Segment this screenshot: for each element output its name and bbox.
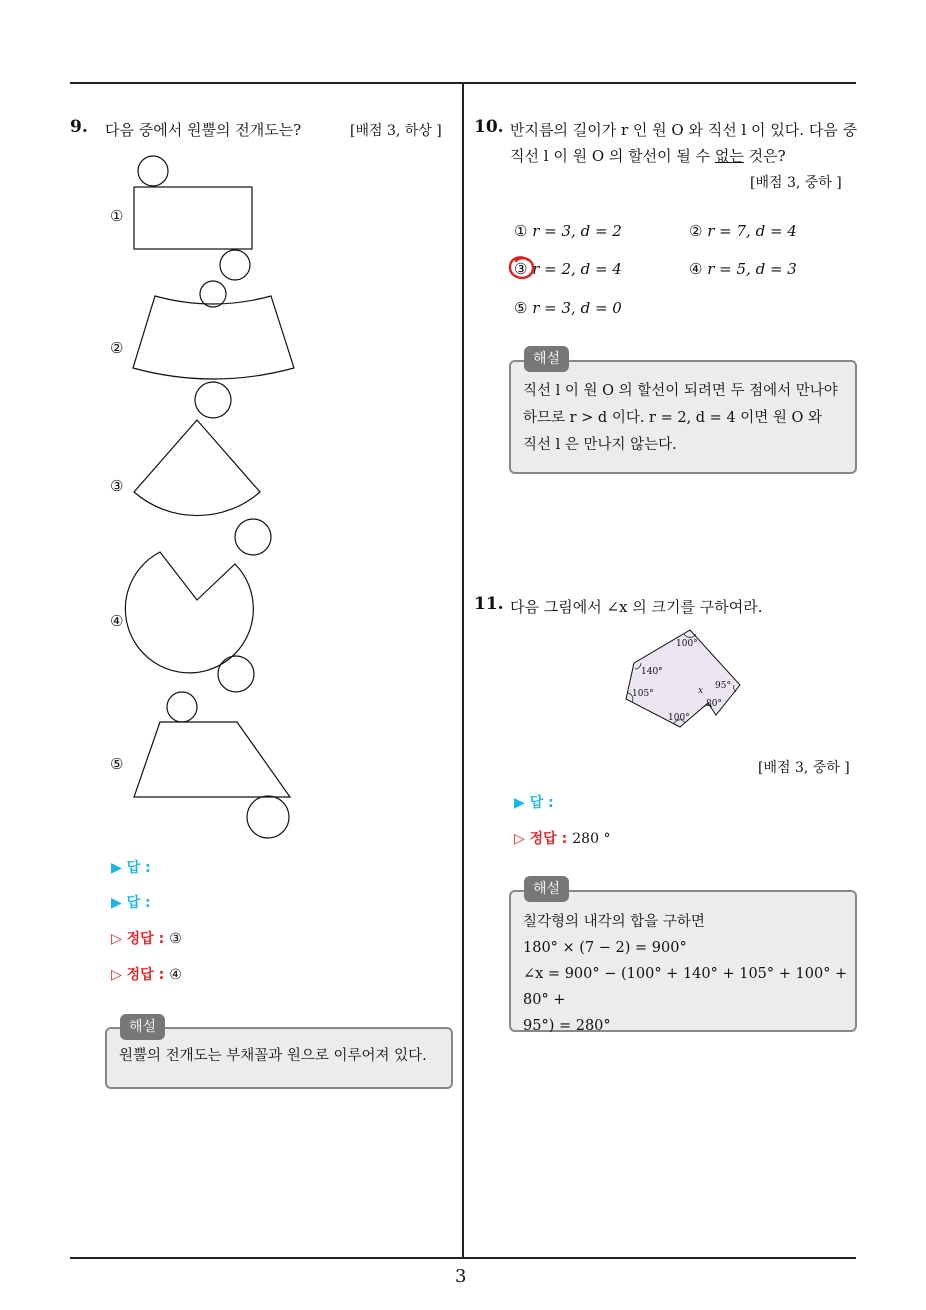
q10-text-line2-a: 직선 l 이 원 O 의 할선이 될 수 [510, 147, 715, 165]
q10-choice-2[interactable] [689, 222, 797, 240]
q9-choice-1-label[interactable]: ① [110, 207, 124, 225]
q10-choice-2-expr: r = 7, d = 4 [707, 222, 797, 240]
q9-score: [배점 3, 하상 ] [350, 123, 442, 139]
q10-text-line2-b: 것은? [743, 147, 786, 165]
q9-answer-field-1[interactable]: ▶ 답 : [111, 860, 151, 876]
q9-correct-value-2: ④ [169, 967, 182, 983]
q9-choice-5-label[interactable]: ⑤ [110, 755, 124, 773]
q9-text: 다음 중에서 원뿔의 전개도는? [105, 121, 302, 139]
q11-explanation-line-2: 180° × (7 − 2) = 900° [523, 940, 687, 956]
q11-explanation-line-1: 칠각형의 내각의 합을 구하면 [523, 914, 705, 930]
page-number: 3 [455, 1266, 467, 1287]
q11-heptagon-figure [620, 625, 750, 735]
q10-choice-5[interactable] [514, 299, 622, 317]
q9-explanation-tag: 해설 [120, 1014, 165, 1040]
q10-explanation-body [523, 378, 838, 459]
q11-angle-label-5: 80° [706, 699, 722, 709]
q11-number: 11. [474, 594, 504, 614]
q10-explanation-box [509, 360, 857, 474]
q11-angle-x-label: x [698, 686, 704, 696]
q10-explanation-line-1: 직선 l 이 원 O 의 할선이 되려면 두 점에서 만나야 [523, 383, 838, 399]
q11-explanation-line-3: ∠x = 900° − (100° + 140° + 105° + 100° + 80° + [523, 966, 848, 1008]
q9-number: 9. [70, 117, 88, 137]
q10-text-line2 [510, 145, 786, 166]
q10-choice-1-expr: r = 3, d = 2 [532, 222, 622, 240]
q10-choice-5-num: ⑤ [514, 299, 528, 317]
q11-correct-value: 280 ° [572, 831, 611, 847]
q11-angle-label-3: 105° [632, 689, 654, 699]
q10-choice-1[interactable] [514, 222, 622, 240]
q11-text: 다음 그림에서 ∠x 의 크기를 구하여라. [510, 598, 763, 616]
q11-explanation-body [523, 909, 855, 1039]
q10-text-line1: 반지름의 길이가 r 인 원 O 와 직선 l 이 있다. 다음 중 [510, 121, 858, 139]
q9-correct-label-1: ▷ 정답 : [111, 931, 165, 947]
q9-figure-2 [133, 281, 294, 418]
q10-score: [배점 3, 중하 ] [750, 175, 842, 191]
q9-figure-3 [134, 420, 260, 516]
q11-angle-label-6: 95° [715, 681, 731, 691]
q9-choice-3-label[interactable]: ③ [110, 477, 124, 495]
q11-explanation-line-4: 95°) = 280° [523, 1018, 611, 1034]
q11-correct-label: ▷ 정답 : [514, 831, 568, 847]
q9-choice-4-label[interactable]: ④ [110, 612, 124, 630]
q9-correct-answer-2 [111, 964, 182, 984]
q10-answer-mark-icon [506, 254, 538, 284]
q9-answer-field-2[interactable]: ▶ 답 : [111, 895, 151, 911]
q11-explanation-box [509, 890, 857, 1032]
q10-text-underlined: 없는 [714, 147, 744, 165]
q9-correct-label-2: ▷ 정답 : [111, 967, 165, 983]
q10-choice-4-num: ④ [689, 260, 703, 278]
q11-answer-field[interactable]: ▶ 답 : [514, 795, 554, 811]
q9-figure-4 [125, 519, 271, 692]
q11-angle-label-1: 100° [676, 639, 698, 649]
q10-number: 10. [474, 117, 504, 137]
q10-explanation-tag: 해설 [524, 346, 569, 372]
q9-correct-answer-1 [111, 928, 182, 948]
q11-explanation-tag: 해설 [524, 876, 569, 902]
q9-correct-value-1: ③ [169, 931, 182, 947]
q10-choice-1-num: ① [514, 222, 528, 240]
q10-choice-5-expr: r = 3, d = 0 [532, 299, 622, 317]
q11-score: [배점 3, 중하 ] [758, 760, 850, 776]
q9-choice-2-label[interactable]: ② [110, 339, 124, 357]
q10-choice-2-num: ② [689, 222, 703, 240]
q9-explanation-text: 원뿔의 전개도는 부채꼴과 원으로 이루어져 있다. [119, 1048, 427, 1064]
q9-figure-1 [134, 156, 252, 280]
q10-explanation-line-3: 직선 l 은 만나지 않는다. [523, 437, 677, 453]
q10-choice-3-expr: r = 2, d = 4 [532, 260, 622, 278]
q10-choice-4[interactable] [689, 260, 797, 278]
q9-figure-5 [134, 692, 290, 838]
q10-explanation-line-2: 하므로 r > d 이다. r = 2, d = 4 이면 원 O 와 [523, 410, 823, 426]
q11-angle-label-2: 140° [641, 667, 663, 677]
q11-angle-label-4: 100° [668, 713, 690, 723]
q10-choice-3-num: ③ [514, 260, 528, 278]
q10-choice-4-expr: r = 5, d = 3 [707, 260, 797, 278]
q11-correct-answer [514, 828, 610, 848]
